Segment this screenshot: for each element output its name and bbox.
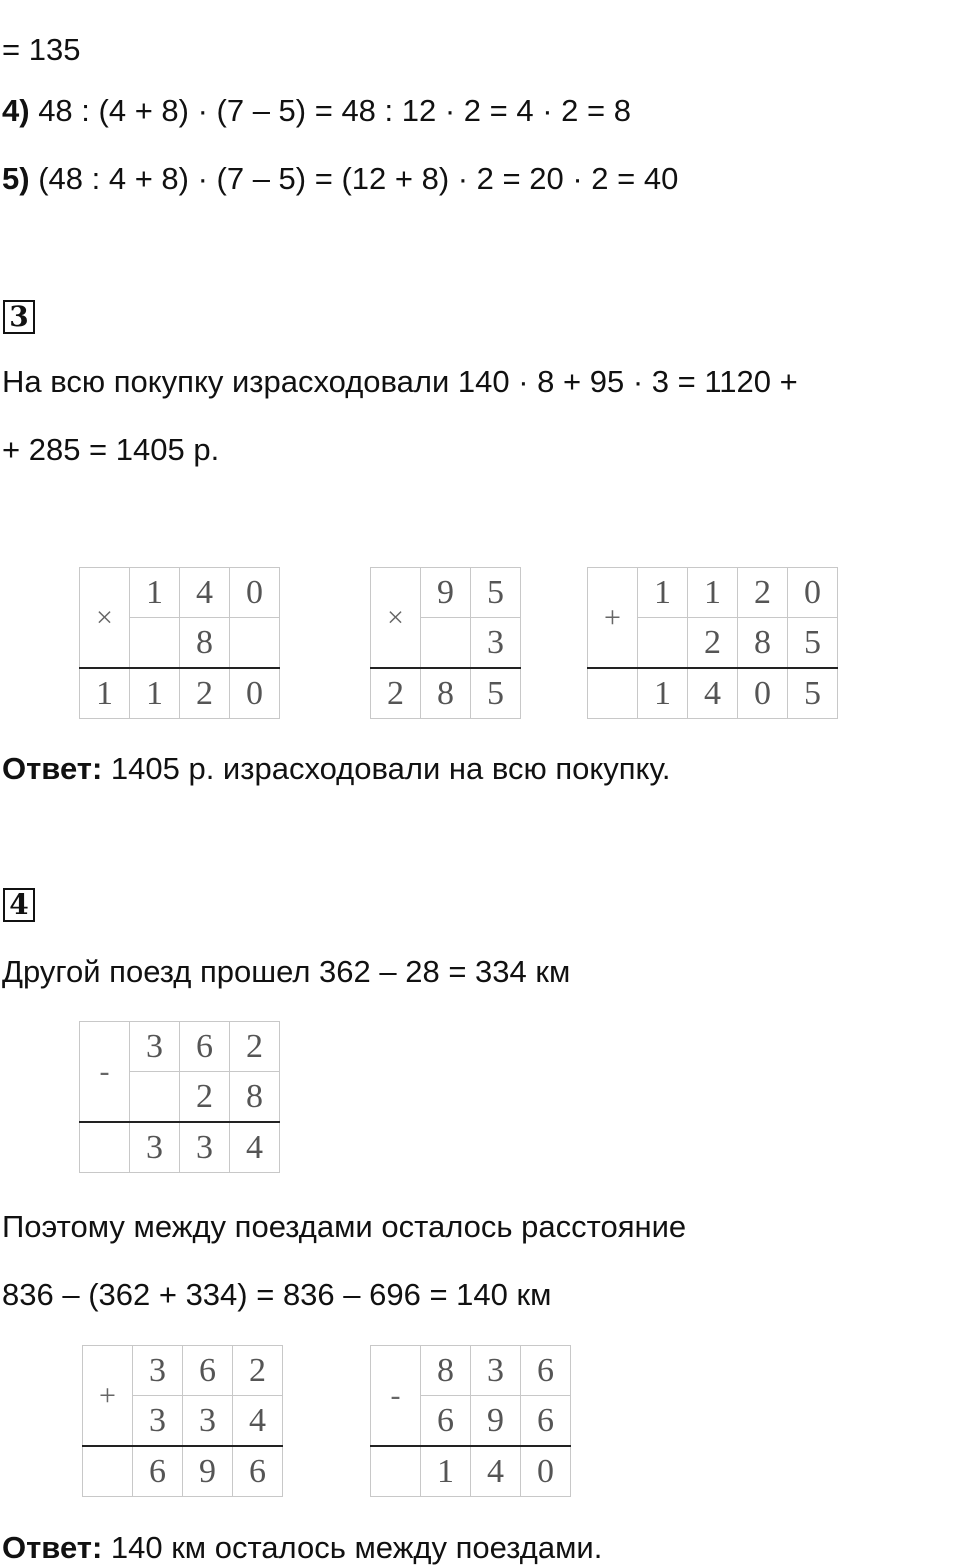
column-calculation (79, 567, 280, 719)
digit: 9 (471, 1396, 521, 1447)
operator: × (80, 568, 130, 669)
operator: - (371, 1346, 421, 1447)
answer-text: 1405 р. израсходовали на всю покупку. (102, 751, 671, 786)
operator: - (80, 1022, 130, 1123)
task4-answer (2, 1528, 602, 1568)
digit: 4 (230, 1122, 280, 1173)
digit: 8 (421, 668, 471, 719)
task-number-4: 4 (3, 888, 35, 922)
digit: 5 (471, 668, 521, 719)
digit (638, 618, 688, 669)
column-calculation (82, 1345, 283, 1497)
digit: 0 (788, 568, 838, 618)
digit: 5 (788, 668, 838, 719)
digit: 3 (471, 618, 521, 669)
digit (421, 618, 471, 669)
digit: 9 (183, 1446, 233, 1497)
digit: 1 (421, 1446, 471, 1497)
digit: 3 (133, 1346, 183, 1396)
expression-line-5 (2, 159, 678, 199)
digit: 1 (638, 568, 688, 618)
task4-solution-line: Другой поезд прошел 362 – 28 = 334 км (2, 954, 571, 989)
digit: 0 (738, 668, 788, 719)
operator: + (83, 1346, 133, 1447)
task3-solution-line: На всю покупку израсходовали 140 · 8 + 95 · 3 = 1120 + (2, 364, 798, 399)
digit: 4 (688, 668, 738, 719)
digit: 0 (230, 568, 280, 618)
digit: 5 (471, 568, 521, 618)
task4-solution-line: 836 – (362 + 334) = 836 – 696 = 140 км (2, 1277, 552, 1312)
digit: 5 (788, 618, 838, 669)
digit: 2 (180, 1072, 230, 1123)
digit: 1 (638, 668, 688, 719)
column-calculation (587, 567, 838, 719)
digit: 4 (180, 568, 230, 618)
digit: 3 (180, 1122, 230, 1173)
digit: 1 (80, 668, 130, 719)
digit (371, 1446, 421, 1497)
digit: 1 (130, 668, 180, 719)
digit: 3 (130, 1022, 180, 1072)
expression-line-4 (2, 91, 631, 131)
digit: 1 (130, 568, 180, 618)
digit: 2 (738, 568, 788, 618)
digit: 6 (521, 1346, 571, 1396)
digit: 3 (133, 1396, 183, 1447)
answer-label: Ответ: (2, 1530, 103, 1565)
digit (230, 618, 280, 669)
digit: 8 (738, 618, 788, 669)
digit: 2 (180, 668, 230, 719)
digit: 6 (133, 1446, 183, 1497)
result-text: = 135 (2, 32, 81, 67)
digit: 0 (521, 1446, 571, 1497)
digit: 2 (371, 668, 421, 719)
digit: 4 (471, 1446, 521, 1497)
digit (130, 1072, 180, 1123)
digit: 2 (230, 1022, 280, 1072)
expression-line (2, 30, 80, 70)
digit: 1 (688, 568, 738, 618)
digit (83, 1446, 133, 1497)
task3-solution-line: + 285 = 1405 р. (2, 432, 220, 467)
digit: 6 (183, 1346, 233, 1396)
item-number: 5) (2, 161, 30, 196)
digit: 3 (130, 1122, 180, 1173)
column-calculation (79, 1021, 280, 1173)
expression-text: (48 : 4 + 8) · (7 – 5) = (12 + 8) · 2 = 20 · 2 = 40 (29, 161, 679, 196)
digit: 4 (233, 1396, 283, 1447)
digit: 0 (230, 668, 280, 719)
digit: 8 (421, 1346, 471, 1396)
digit: 9 (421, 568, 471, 618)
digit: 8 (180, 618, 230, 669)
expression-text: 48 : (4 + 8) · (7 – 5) = 48 : 12 · 2 = 4 · 2 = 8 (29, 93, 631, 128)
digit (588, 668, 638, 719)
task-number-3: 3 (3, 300, 35, 334)
digit: 2 (233, 1346, 283, 1396)
digit: 6 (421, 1396, 471, 1447)
task4-solution-line: Поэтому между поездами осталось расстояние (2, 1209, 687, 1244)
column-calculation (370, 1345, 571, 1497)
digit: 8 (230, 1072, 280, 1123)
digit: 6 (233, 1446, 283, 1497)
digit: 6 (521, 1396, 571, 1447)
digit (80, 1122, 130, 1173)
digit (130, 618, 180, 669)
digit: 3 (471, 1346, 521, 1396)
digit: 2 (688, 618, 738, 669)
operator: + (588, 568, 638, 669)
operator: × (371, 568, 421, 669)
answer-label: Ответ: (2, 751, 103, 786)
column-calculation (370, 567, 521, 719)
item-number: 4) (2, 93, 30, 128)
digit: 6 (180, 1022, 230, 1072)
digit: 3 (183, 1396, 233, 1447)
task3-answer (2, 749, 670, 789)
answer-text: 140 км осталось между поездами. (102, 1530, 603, 1565)
